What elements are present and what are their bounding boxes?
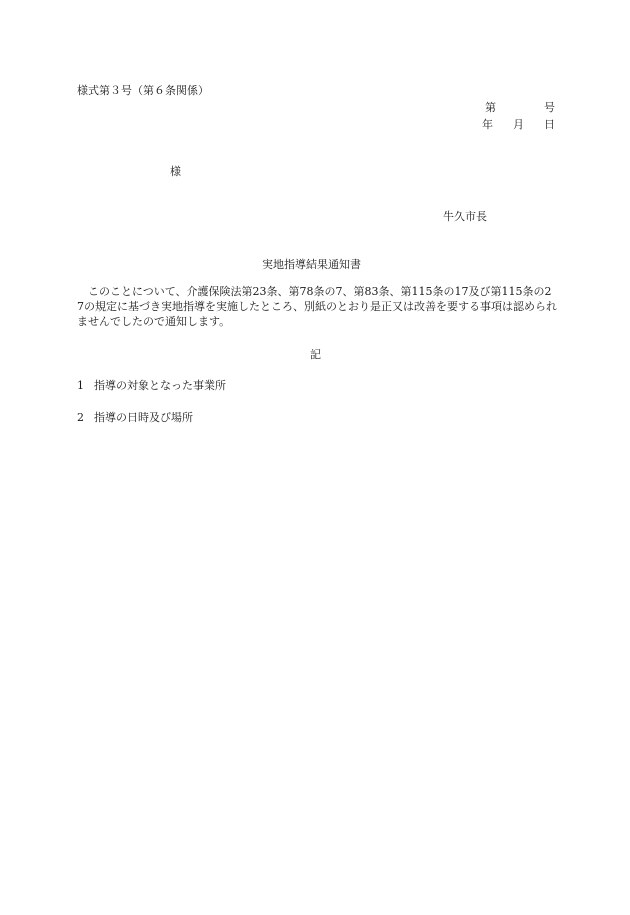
ki-heading: 記	[310, 348, 321, 361]
list-item	[77, 411, 193, 425]
item-text: 指導の日時及び場所	[94, 411, 193, 424]
sender-name: 牛久市長	[443, 210, 487, 223]
item-number: 2	[77, 411, 84, 424]
item-text: 指導の対象となった事業所	[94, 379, 226, 392]
date-month: 月	[513, 118, 524, 131]
date-line	[482, 118, 555, 132]
item-number: 1	[77, 379, 84, 392]
doc-number-suffix: 号	[544, 101, 555, 114]
form-label: 様式第３号（第６条関係）	[77, 84, 209, 97]
document-body: このことについて、介護保険法第23条、第78条の7、第83条、第115条の17及び第115条の27の規定に基づき実地指導を実施したところ、別紙のとおり是正又は改善を要する事項は認められませんでしたので通知します。	[77, 285, 557, 328]
doc-number-prefix: 第	[485, 101, 496, 114]
list-item	[77, 379, 226, 393]
date-day: 日	[544, 118, 555, 131]
document-title: 実地指導結果通知書	[262, 258, 361, 271]
date-year: 年	[482, 118, 493, 131]
document-number	[485, 101, 555, 115]
addressee-honorific: 様	[170, 165, 181, 178]
